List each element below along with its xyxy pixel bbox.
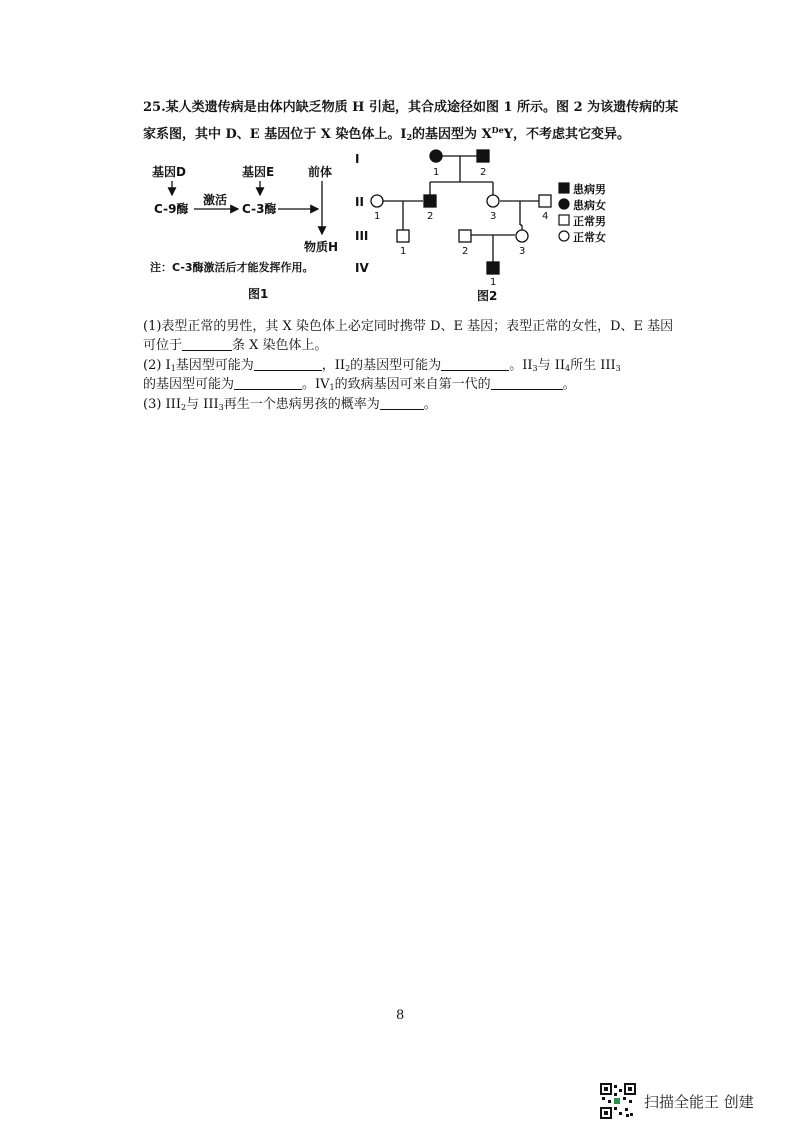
gen-label-1: I <box>355 152 360 166</box>
q2-sub-i: 1 <box>329 383 335 392</box>
q2-text-g: 所生 III <box>570 358 616 373</box>
page-number: 8 <box>396 1008 405 1023</box>
q2-sub-a: 1 <box>170 364 176 373</box>
individual-II2-affected-male <box>424 195 436 207</box>
q2-text-c: ，II <box>321 358 346 373</box>
individual-III1-normal-male <box>397 230 409 242</box>
individual-IV1-affected-male <box>487 262 499 274</box>
q3-text-b: 与 III <box>186 397 219 412</box>
intro-line2-b: 的基因型为 X <box>412 127 492 142</box>
figure2-caption: 图2 <box>477 289 498 303</box>
label-II2: 2 <box>427 211 434 222</box>
label-I2: 2 <box>480 167 487 178</box>
legend-affected-female-icon <box>559 199 569 209</box>
intro-line2-a: 家系图，其中 D、E 基因位于 X 染色体上。I <box>143 127 407 142</box>
q2-text-a: (2) I <box>143 358 171 373</box>
intro-line2-sub: 2 <box>406 132 413 142</box>
label-IV1: 1 <box>490 277 497 288</box>
q3-line <box>143 395 437 418</box>
qr-code-icon <box>600 1083 636 1119</box>
activate-label: 激活 <box>203 193 228 207</box>
q2-text-i: 。IV <box>302 377 330 392</box>
q1-line2 <box>143 336 328 356</box>
figure1-caption: 图1 <box>248 287 269 300</box>
label-III1: 1 <box>400 246 407 257</box>
label-II4: 4 <box>542 211 549 222</box>
q3-text-a: (3) III <box>143 397 181 412</box>
c9-enzyme-label: C-9酶 <box>154 202 189 216</box>
gen-label-4: IV <box>355 261 369 275</box>
q3-text-d: 。 <box>423 397 437 412</box>
scanner-watermark-text: 扫描全能王 创建 <box>644 1093 754 1111</box>
label-II3: 3 <box>490 211 497 222</box>
legend-normal-female-label: 正常女 <box>573 231 606 244</box>
label-III2: 2 <box>462 246 469 257</box>
q1-text-b: 可位于 <box>143 338 183 353</box>
q1-answer-blank[interactable] <box>182 337 232 351</box>
q3-text-c: 再生一个患病男孩的概率为 <box>223 397 380 412</box>
legend-normal-female-icon <box>559 231 569 241</box>
substance-h-label: 物质H <box>304 240 339 254</box>
intro-line2-c: Y，不考虑其它变异。 <box>503 127 630 142</box>
label-II1: 1 <box>374 211 381 222</box>
intro-line2-sup: De <box>491 125 504 135</box>
individual-III3-normal-female <box>516 230 528 242</box>
gen-label-3: III <box>355 229 369 243</box>
label-I1: 1 <box>433 167 440 178</box>
q3-sub-b: 3 <box>218 403 224 412</box>
precursor-label: 前体 <box>308 165 333 179</box>
pedigree-legend <box>559 182 606 244</box>
gen-label-2: II <box>355 195 364 209</box>
figure1-note: 注：C-3酶激活后才能发挥作用。 <box>150 261 314 274</box>
q2-sub-c: 2 <box>345 364 351 373</box>
gene-d-label: 基因D <box>152 165 186 179</box>
q2-answer-blank-4[interactable] <box>491 376 563 390</box>
c3-enzyme-label: C-3酶 <box>242 202 277 216</box>
q2-text-f: 与 II <box>537 358 565 373</box>
individual-I2-affected-male <box>477 150 489 162</box>
q2-sub-e: 3 <box>532 364 538 373</box>
individual-I1-affected-female <box>430 150 442 162</box>
legend-affected-male-label: 患病男 <box>573 183 606 196</box>
q2-text-b: 基因型可能为 <box>175 358 254 373</box>
q3-sub-a: 2 <box>180 403 187 412</box>
q2-answer-blank-3[interactable] <box>234 376 302 390</box>
q2-sub-f: 4 <box>564 364 571 373</box>
q2-text-k: 。 <box>562 377 576 392</box>
q2-answer-blank-1[interactable] <box>254 357 322 371</box>
individual-II3-normal-female <box>487 195 499 207</box>
gene-e-label: 基因E <box>242 165 275 179</box>
q2-text-d: 的基因型可能为 <box>350 358 442 373</box>
legend-normal-male-label: 正常男 <box>573 215 606 228</box>
figure1-pathway <box>150 160 350 300</box>
q1-line1 <box>143 317 673 337</box>
intro-line1-text: 25.某人类遗传病是由体内缺乏物质 H 引起，其合成途径如图 1 所示。图 2 为该遗传病的某 <box>143 100 679 115</box>
legend-affected-male-icon <box>559 183 569 193</box>
label-III3: 3 <box>519 246 526 257</box>
q2-text-j: 的致病基因可来自第一代的 <box>334 377 491 392</box>
q1-text-a: (1)表型正常的男性，其 X 染色体上必定同时携带 D、E 基因；表型正常的女性，D、E 基因 <box>143 319 674 334</box>
q2-answer-blank-2[interactable] <box>441 357 509 371</box>
figure2-pedigree <box>350 145 620 305</box>
q2-text-h: 的基因型可能为 <box>143 377 235 392</box>
question-intro-line2 <box>143 120 630 147</box>
legend-affected-female-label: 患病女 <box>573 199 606 212</box>
q2-text-e: 。II <box>509 358 533 373</box>
individual-II4-normal-male <box>539 195 551 207</box>
question-intro-line1 <box>143 98 678 118</box>
q1-text-c: 条 X 染色体上。 <box>232 338 328 353</box>
legend-normal-male-icon <box>559 215 569 225</box>
q3-answer-blank[interactable] <box>380 396 424 410</box>
q2-sub-g: 3 <box>615 364 621 373</box>
pedigree-lines <box>383 156 539 262</box>
individual-II1-normal-female <box>371 195 383 207</box>
individual-III2-normal-male <box>459 230 471 242</box>
